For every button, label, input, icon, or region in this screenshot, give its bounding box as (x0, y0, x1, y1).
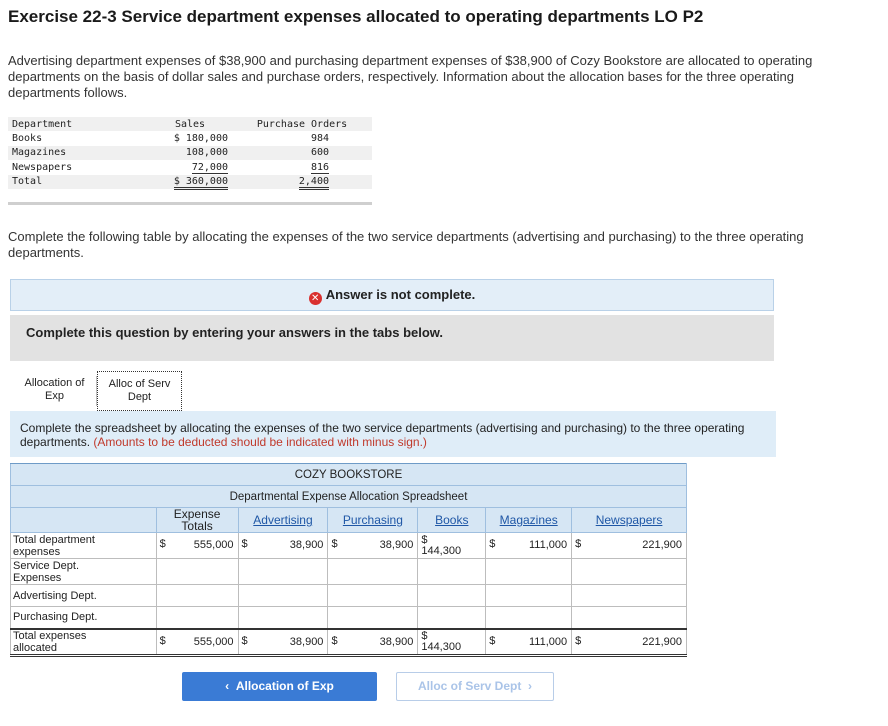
input-cell-books[interactable] (418, 585, 486, 607)
header-line: Expense (173, 507, 221, 521)
input-cell-newspapers[interactable] (572, 607, 687, 629)
tab-label-line: Exp (45, 390, 64, 402)
label-line: expenses (13, 545, 61, 558)
basis-orders: 984 (310, 132, 329, 144)
tab-label-line: Dept (127, 391, 152, 403)
currency-sign: $ (489, 634, 496, 647)
cell-value: 38,900 (289, 635, 324, 648)
tab-alloc-of-serv-dept[interactable] (97, 371, 182, 411)
instruction-text: Complete the following table by allocating the expenses of the two service departments (advertising and purchasing) to the three operating departments. (8, 229, 804, 260)
basis-dept: Total (8, 175, 148, 190)
complete-prompt: Complete this question by entering your answers in the tabs below. (10, 315, 774, 361)
cell-value: 144,300 (421, 545, 462, 557)
label-line: Total expenses (13, 629, 87, 642)
cell-magazines[interactable] (486, 533, 572, 559)
allocation-basis-table (8, 117, 372, 189)
row-advertising-dept (11, 585, 687, 607)
cell-newspapers[interactable] (572, 533, 687, 559)
spreadsheet-heading: Departmental Expense Allocation Spreadsheet (11, 486, 687, 508)
cell-advertising[interactable] (238, 533, 328, 559)
basis-row-total (8, 175, 372, 190)
input-cell-newspapers[interactable] (572, 585, 687, 607)
answer-status-bar (10, 279, 774, 311)
header-magazines (486, 508, 572, 533)
basis-row-magazines (8, 146, 372, 161)
cell-purchasing[interactable] (328, 629, 418, 656)
cell-value: 221,900 (642, 635, 682, 648)
empty-cell (486, 559, 572, 585)
basis-orders: 2,400 (232, 175, 372, 190)
header-advertising (238, 508, 328, 533)
basis-dept: Newspapers (12, 161, 73, 173)
currency-sign: $ (421, 630, 428, 642)
cell-value: 555,000 (193, 539, 234, 551)
basis-sales: 72,000 (191, 161, 228, 173)
basis-header-row (8, 117, 372, 131)
row-label: Advertising Dept. (11, 585, 157, 607)
cell-expense-totals[interactable] (156, 533, 238, 559)
chevron-left-icon: ‹ (225, 679, 230, 693)
spreadsheet-heading-row (11, 486, 687, 508)
basis-header-orders: Purchase Orders (232, 117, 372, 131)
minus-sign-note: (Amounts to be deducted should be indicated with minus sign.) (93, 435, 427, 449)
cell-value: 555,000 (193, 635, 234, 648)
x-circle-icon: ✕ (309, 292, 322, 305)
input-cell-expense[interactable] (156, 585, 238, 607)
cell-books[interactable] (418, 533, 486, 559)
next-tab-button[interactable] (396, 672, 554, 701)
next-tab-label: Alloc of Serv Dept (417, 679, 522, 693)
header-purchasing (328, 508, 418, 533)
spreadsheet-instruction (10, 411, 776, 457)
cell-advertising[interactable] (238, 629, 328, 656)
prev-tab-button[interactable] (182, 672, 377, 701)
problem-intro: Advertising department expenses of $38,900 and purchasing department expenses of $38,900 of Cozy Bookstore are allocated to operating departments on the basis of dollar sales and purchase orders, respectively. Information about the allocation bases for the three operating departments follows. (8, 53, 813, 100)
input-cell-magazines[interactable] (486, 607, 572, 629)
row-service-dept-expenses (11, 559, 687, 585)
input-cell-books[interactable] (418, 607, 486, 629)
header-label: Purchasing (342, 513, 403, 527)
cell-value: 111,000 (528, 539, 568, 551)
basis-header-sales: Sales (148, 117, 232, 131)
input-cell-advertising[interactable] (238, 585, 328, 607)
expense-allocation-spreadsheet (10, 463, 687, 657)
row-label (11, 533, 157, 559)
tab-label-line: Allocation of (24, 377, 85, 389)
input-cell-magazines[interactable] (486, 585, 572, 607)
tab-label-line: Alloc of Serv (108, 378, 171, 390)
input-cell-purchasing[interactable] (328, 585, 418, 607)
row-label: Purchasing Dept. (11, 607, 157, 629)
chevron-right-icon: › (528, 679, 533, 693)
table-bottom-rule (8, 202, 372, 205)
header-expense-totals (156, 508, 238, 533)
empty-cell (418, 559, 486, 585)
spreadsheet-instruction-main: Complete the spreadsheet by allocating the expenses of the two service departments (advertising and purchasing) to the three operating departments. (20, 421, 745, 449)
basis-dept: Books (12, 132, 43, 144)
currency-sign: $ (575, 634, 582, 647)
cell-value: 111,000 (528, 635, 568, 648)
answer-status-text: Answer is not complete. (325, 287, 476, 302)
row-total-expenses-allocated (11, 629, 687, 656)
header-books (418, 508, 486, 533)
currency-sign: $ (241, 634, 248, 647)
input-cell-advertising[interactable] (238, 607, 328, 629)
cell-books[interactable] (418, 629, 486, 656)
currency-sign: $ (421, 534, 428, 546)
basis-sales: $ 180,000 (173, 132, 228, 144)
currency-sign: $ (159, 538, 166, 550)
empty-cell (156, 559, 238, 585)
basis-dept: Magazines (8, 146, 148, 161)
header-line: Totals (181, 519, 213, 533)
header-newspapers (572, 508, 687, 533)
label-line: Expenses (13, 571, 62, 584)
spreadsheet-company-row (11, 464, 687, 486)
empty-cell (328, 559, 418, 585)
header-label: Magazines (499, 513, 558, 527)
basis-orders: 600 (232, 146, 372, 161)
basis-header-department: Department (8, 117, 148, 131)
cell-expense-totals[interactable] (156, 629, 238, 656)
basis-row-newspapers (8, 160, 372, 175)
company-name: COZY BOOKSTORE (11, 464, 687, 486)
basis-orders: 816 (310, 161, 329, 173)
cell-value: 38,900 (379, 539, 414, 551)
currency-sign: $ (241, 538, 248, 550)
basis-row-books (8, 131, 372, 146)
cell-value: 221,900 (642, 539, 682, 551)
input-cell-purchasing[interactable] (328, 607, 418, 629)
basis-sales: $ 360,000 (148, 175, 232, 190)
label-line: Service Dept. (13, 559, 80, 572)
cell-purchasing[interactable] (328, 533, 418, 559)
empty-cell (238, 559, 328, 585)
cell-value: 144,300 (421, 641, 462, 653)
cell-value: 38,900 (289, 539, 324, 551)
currency-sign: $ (159, 634, 166, 647)
row-label (11, 629, 157, 656)
header-label: Advertising (253, 513, 313, 527)
page-title: Exercise 22-3 Service department expenses allocated to operating departments LO P2 (8, 7, 704, 26)
header-label: Newspapers (595, 513, 663, 527)
currency-sign: $ (575, 538, 582, 550)
row-label (11, 559, 157, 585)
header-blank (11, 508, 157, 533)
header-label: Books (435, 513, 469, 527)
label-line: Total department (13, 533, 95, 546)
prev-tab-label: Allocation of Exp (235, 679, 334, 693)
cell-newspapers[interactable] (572, 629, 687, 656)
cell-value: 38,900 (379, 635, 414, 648)
input-cell-expense[interactable] (156, 607, 238, 629)
row-total-department-expenses (11, 533, 687, 559)
currency-sign: $ (331, 538, 338, 550)
basis-sales: 108,000 (148, 146, 232, 161)
currency-sign: $ (489, 538, 496, 550)
tab-allocation-of-exp[interactable] (13, 371, 96, 411)
spreadsheet-column-headers (11, 508, 687, 533)
label-line: allocated (13, 641, 58, 654)
currency-sign: $ (331, 634, 338, 647)
row-purchasing-dept (11, 607, 687, 629)
empty-cell (572, 559, 687, 585)
cell-magazines[interactable] (486, 629, 572, 656)
